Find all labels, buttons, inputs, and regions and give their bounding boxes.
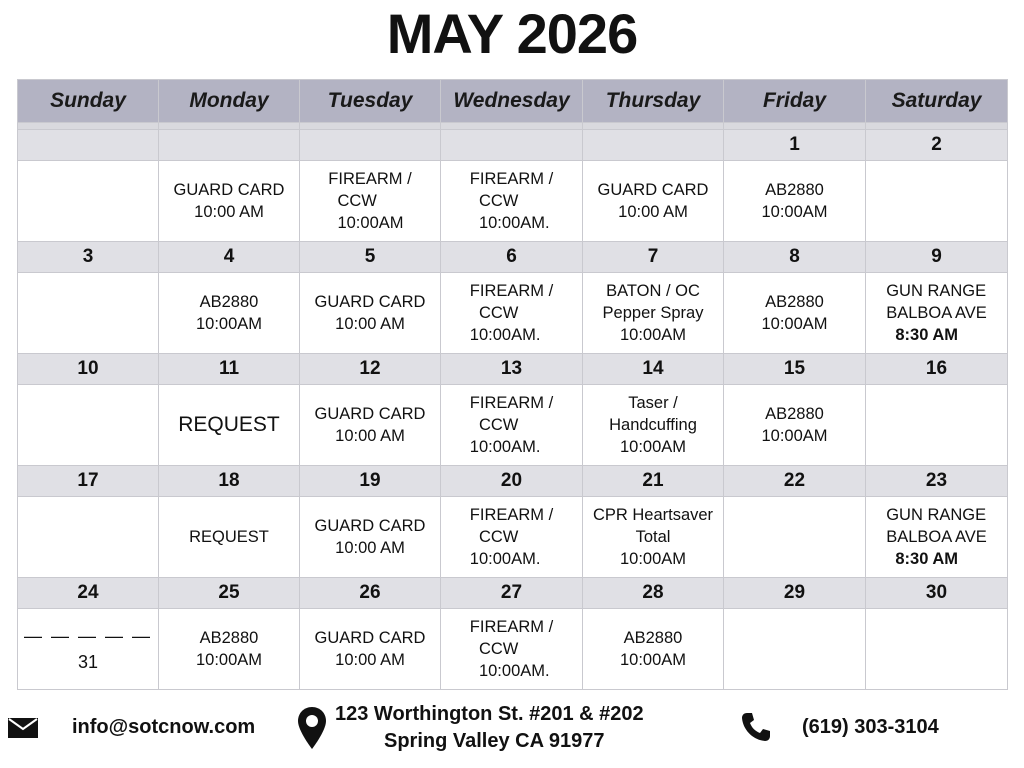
event-text: GUN RANGE BALBOA AVE [886,506,987,546]
event-cell-wednesday [441,609,583,690]
event-cell-saturday [866,161,1008,242]
date-number-row [18,242,1008,273]
weekday-wednesday: Wednesday [441,80,583,123]
event-time-bold: 8:30 AM [886,326,959,344]
event-cell-thursday [583,385,724,466]
contact-footer [0,698,1024,758]
event-entry [196,291,262,335]
event-text: REQUEST [189,528,269,546]
event-cell-tuesday [300,385,441,466]
date-number-thursday: 28 [583,578,724,609]
event-cell-saturday [866,385,1008,466]
contact-email[interactable]: info@sotcnow.com [72,716,256,738]
event-entry [315,291,426,335]
event-text: GUARD CARD 10:00 AM [314,629,426,669]
spacer-cell [300,123,441,130]
date-number-monday: 11 [159,354,300,385]
event-cell-wednesday [441,161,583,242]
date-number-friday: 15 [724,354,866,385]
event-cell-friday [724,609,866,690]
event-text: GUARD CARD 10:00 AM [597,181,709,221]
event-entry [189,526,269,548]
date-number-tuesday: 26 [300,578,441,609]
date-number-monday: 25 [159,578,300,609]
extra-date-number: 31 [77,652,99,672]
date-number-saturday: 30 [866,578,1008,609]
event-cell-saturday [866,497,1008,578]
spacer-cell [724,123,866,130]
event-entry [620,627,686,671]
event-text: GUARD CARD 10:00 AM [314,405,426,445]
event-entry [178,414,280,436]
event-cell-monday [159,385,300,466]
event-text: BATON / OC Pepper Spray 10:00AM [602,282,704,344]
date-number-monday [159,130,300,161]
event-text: REQUEST [178,412,280,436]
map-pin-icon [297,706,327,750]
date-number-sunday: 3 [18,242,159,273]
event-cell-tuesday [300,161,441,242]
event-text: FIREARM / CCW 10:00AM. [469,394,554,456]
event-text: FIREARM / CCW 10:00AM. [469,282,554,344]
event-entry [886,504,987,570]
event-text: GUARD CARD 10:00 AM [173,181,285,221]
event-row [18,497,1008,578]
event-text: AB2880 10:00AM [619,629,687,669]
event-cell-sunday [18,161,159,242]
phone-icon [740,711,772,743]
event-text: GUARD CARD 10:00 AM [314,293,426,333]
event-cell-wednesday [441,385,583,466]
event-cell-tuesday [300,609,441,690]
date-number-monday: 4 [159,242,300,273]
weekday-tuesday: Tuesday [300,80,441,123]
event-entry [593,504,713,570]
date-number-row [18,466,1008,497]
event-text: GUARD CARD 10:00 AM [314,517,426,557]
calendar-title: MAY 2026 [386,2,638,65]
event-cell-tuesday [300,273,441,354]
event-cell-sunday [18,273,159,354]
event-cell-wednesday [441,273,583,354]
contact-address-line1: 123 Worthington St. #201 & #202 [335,703,644,725]
weekday-monday: Monday [159,80,300,123]
event-row [18,609,1008,690]
event-cell-saturday [866,609,1008,690]
date-number-friday: 8 [724,242,866,273]
date-number-saturday: 9 [866,242,1008,273]
event-entry [328,168,411,234]
spacer-cell [441,123,583,130]
calendar-grid [17,79,1008,690]
event-cell-thursday [583,497,724,578]
date-number-saturday: 2 [866,130,1008,161]
date-number-thursday: 21 [583,466,724,497]
weekday-thursday: Thursday [583,80,724,123]
event-cell-thursday [583,609,724,690]
event-entry [315,627,426,671]
date-number-tuesday: 5 [300,242,441,273]
envelope-icon [8,718,38,738]
event-text: FIREARM / CCW 10:00AM. [469,618,554,680]
spacer-cell [18,123,159,130]
event-cell-saturday [866,273,1008,354]
dash-separator: — — — — — [23,626,152,646]
event-cell-monday [159,161,300,242]
weekday-sunday: Sunday [18,80,159,123]
event-text: AB2880 10:00AM [761,181,828,221]
event-cell-wednesday [441,497,583,578]
event-text: AB2880 10:00AM [761,405,828,445]
date-number-tuesday: 19 [300,466,441,497]
event-cell-monday [159,273,300,354]
date-number-wednesday: 20 [441,466,583,497]
event-entry [761,179,827,223]
spacer-cell [866,123,1008,130]
date-number-sunday: 24 [18,578,159,609]
date-number-wednesday: 13 [441,354,583,385]
contact-address-line2: Spring Valley CA 91977 [384,730,605,752]
date-number-row [18,354,1008,385]
event-entry [315,515,426,559]
event-text: GUN RANGE BALBOA AVE [886,282,987,322]
event-text: FIREARM / CCW 10:00AM [328,170,412,232]
date-number-thursday [583,130,724,161]
spacer-cell [159,123,300,130]
date-number-saturday: 16 [866,354,1008,385]
event-entry [603,280,704,346]
event-text: FIREARM / CCW 10:00AM. [469,506,554,568]
event-cell-tuesday [300,497,441,578]
event-entry [470,616,553,682]
date-number-row [18,130,1008,161]
event-cell-monday [159,497,300,578]
date-number-wednesday [441,130,583,161]
date-number-tuesday: 12 [300,354,441,385]
event-entry [761,291,827,335]
date-number-sunday: 17 [18,466,159,497]
event-cell-monday [159,609,300,690]
date-number-friday: 1 [724,130,866,161]
event-cell-friday [724,385,866,466]
event-text: AB2880 10:00AM [195,293,263,333]
contact-phone[interactable]: (619) 303-3104 [802,716,939,738]
event-text: CPR Heartsaver Total 10:00AM [592,506,714,568]
event-entry [315,403,426,447]
date-number-thursday: 7 [583,242,724,273]
event-cell-sunday [18,385,159,466]
header-spacer-row [18,123,1008,130]
event-entry [470,392,553,458]
event-entry [761,403,827,447]
event-cell-sunday [18,497,159,578]
spacer-cell [583,123,724,130]
event-entry [174,179,285,223]
date-number-wednesday: 6 [441,242,583,273]
weekday-friday: Friday [724,80,866,123]
date-number-row [18,578,1008,609]
event-text: AB2880 10:00AM [761,293,828,333]
date-number-wednesday: 27 [441,578,583,609]
event-entry [196,627,262,671]
event-entry [470,280,553,346]
date-number-thursday: 14 [583,354,724,385]
event-text: AB2880 10:00AM [195,629,263,669]
date-number-friday: 29 [724,578,866,609]
event-time-bold: 8:30 AM [886,550,959,568]
event-cell-friday [724,273,866,354]
event-entry [609,392,697,458]
weekday-saturday: Saturday [866,80,1008,123]
event-entry [886,280,987,346]
event-text: FIREARM / CCW 10:00AM. [469,170,554,232]
event-row [18,385,1008,466]
event-row [18,161,1008,242]
event-entry [470,504,553,570]
event-cell-sunday [18,609,159,690]
event-cell-friday [724,161,866,242]
weekday-header-row [18,80,1008,123]
date-number-sunday [18,130,159,161]
date-number-monday: 18 [159,466,300,497]
date-number-tuesday [300,130,441,161]
event-cell-thursday [583,273,724,354]
event-row [18,273,1008,354]
date-number-friday: 22 [724,466,866,497]
event-cell-friday [724,497,866,578]
event-text: Taser / Handcuffing 10:00AM [609,394,697,456]
date-number-sunday: 10 [18,354,159,385]
date-number-saturday: 23 [866,466,1008,497]
event-entry [470,168,553,234]
event-entry [598,179,709,223]
event-cell-thursday [583,161,724,242]
